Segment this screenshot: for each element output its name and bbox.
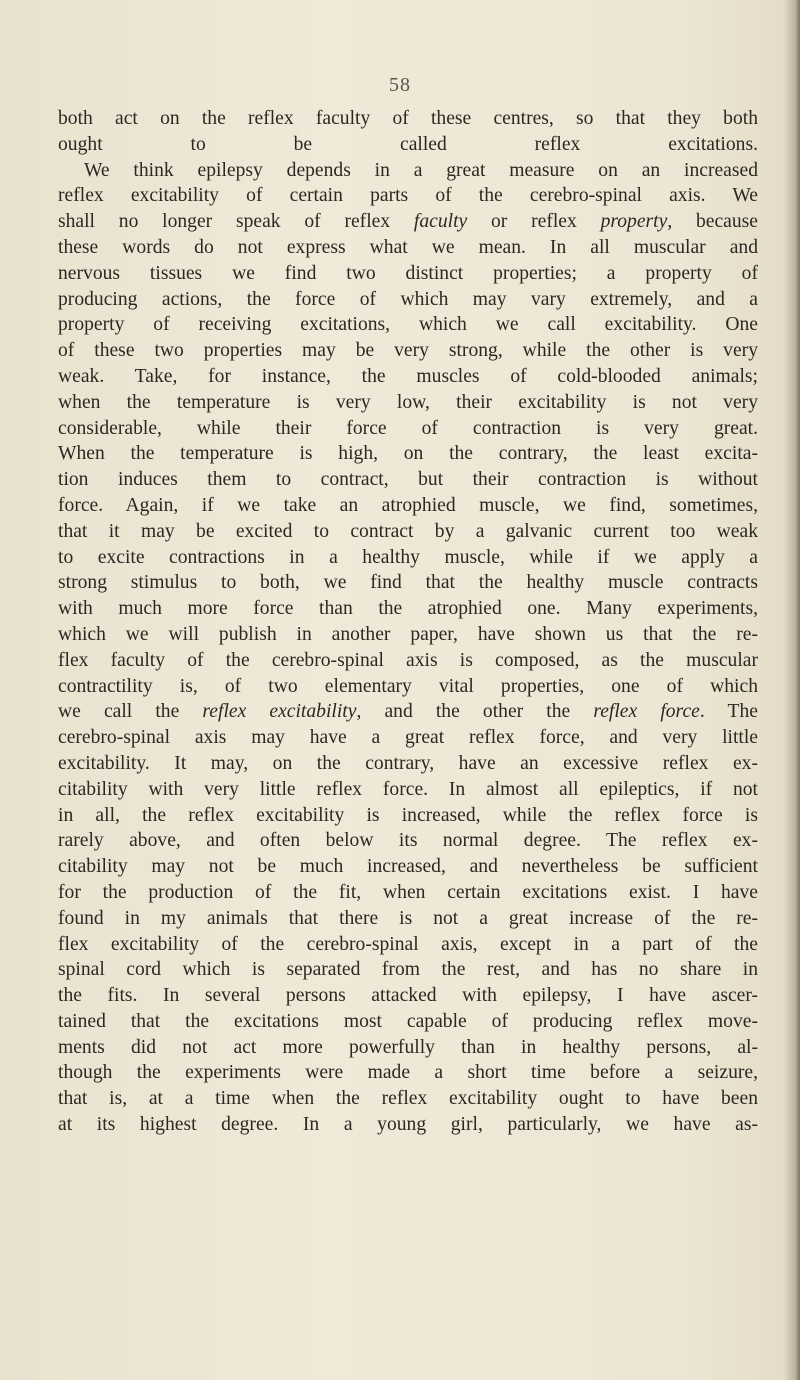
text-line: when the temperature is very low, their excitability is not very	[58, 391, 758, 413]
text-line	[58, 209, 758, 235]
text-line: force. Again, if we take an atrophied muscle, we find, sometimes,	[58, 494, 758, 516]
text-line: which we will publish in another paper, have shown us that the re-	[58, 623, 758, 645]
text-line: excitability. It may, on the contrary, have an excessive reflex ex-	[58, 752, 758, 774]
text-line: to excite contractions in a healthy muscle, while if we apply a	[58, 546, 758, 568]
text-line: We think epilepsy depends in a great measure on an increased	[84, 159, 758, 181]
text-line: citability may not be much increased, and nevertheless be sufficient	[58, 856, 758, 878]
text-line: contractility is, of two elementary vital properties, one of which	[58, 675, 758, 697]
body-text	[58, 106, 758, 1138]
text-line: found in my animals that there is not a great increase of the re-	[58, 907, 758, 929]
text-line: in all, the reflex excitability is increased, while the reflex force is	[58, 804, 758, 826]
text-line: tained that the excitations most capable of producing reflex move-	[58, 1010, 758, 1032]
text-line: of these two properties may be very strong, while the other is very	[58, 340, 758, 362]
text-line: reflex excitability of certain parts of the cerebro-spinal axis. We	[58, 185, 758, 207]
text-line: citability with very little reflex force. In almost all epileptics, if not	[58, 778, 758, 800]
text-line: When the temperature is high, on the contrary, the least excita-	[58, 443, 758, 465]
page-edge-shadow	[784, 0, 800, 1380]
text-span: , because	[667, 211, 758, 233]
text-span: . The	[699, 701, 758, 723]
text-line: for the production of the fit, when certain excitations exist. I have	[58, 881, 758, 903]
text-line: nervous tissues we find two distinct properties; a property of	[58, 262, 758, 284]
text-line: spinal cord which is separated from the rest, and has no share in	[58, 959, 758, 981]
text-span: , and the other the	[356, 701, 594, 723]
text-line: property of receiving excitations, which we call excitability. One	[58, 314, 758, 336]
text-line	[58, 699, 758, 725]
text-line: tion induces them to contract, but their contraction is without	[58, 469, 758, 491]
text-line: at its highest degree. In a young girl, particularly, we have as-	[58, 1114, 758, 1136]
text-span: or reflex	[467, 211, 601, 233]
text-line: the fits. In several persons attacked with epilepsy, I have ascer-	[58, 985, 758, 1007]
text-line: ought to be called reflex excitations.	[58, 133, 758, 155]
text-span: we call the	[58, 701, 203, 723]
text-span: shall no longer speak of reflex	[58, 211, 414, 233]
text-line: that is, at a time when the reflex excitability ought to have been	[58, 1088, 758, 1110]
text-line: flex excitability of the cerebro-spinal axis, except in a part of the	[58, 933, 758, 955]
italic-term: faculty	[413, 211, 468, 233]
text-line: strong stimulus to both, we find that the healthy muscle contracts	[58, 572, 758, 594]
page-number: 58	[389, 74, 411, 96]
italic-term: reflex force	[593, 701, 700, 723]
text-line: rarely above, and often below its normal degree. The reflex ex-	[58, 830, 758, 852]
text-line: these words do not express what we mean. In all muscular and	[58, 236, 758, 258]
text-line: flex faculty of the cerebro-spinal axis is composed, as the muscular	[58, 649, 758, 671]
text-line: though the experiments were made a short time before a seizure,	[58, 1062, 758, 1084]
text-line: with much more force than the atrophied one. Many experiments,	[58, 598, 758, 620]
italic-term: reflex excitability	[202, 701, 357, 723]
text-line: producing actions, the force of which may vary extremely, and a	[58, 288, 758, 310]
text-line: that it may be excited to contract by a galvanic current too weak	[58, 520, 758, 542]
text-line: cerebro-spinal axis may have a great reflex force, and very little	[58, 727, 758, 749]
text-line: considerable, while their force of contraction is very great.	[58, 417, 758, 439]
text-line: weak. Take, for instance, the muscles of cold-blooded animals;	[58, 365, 758, 387]
text-line: ments did not act more powerfully than in healthy persons, al-	[58, 1036, 758, 1058]
italic-term: property	[600, 211, 668, 233]
text-line: both act on the reflex faculty of these centres, so that they both	[58, 108, 758, 129]
